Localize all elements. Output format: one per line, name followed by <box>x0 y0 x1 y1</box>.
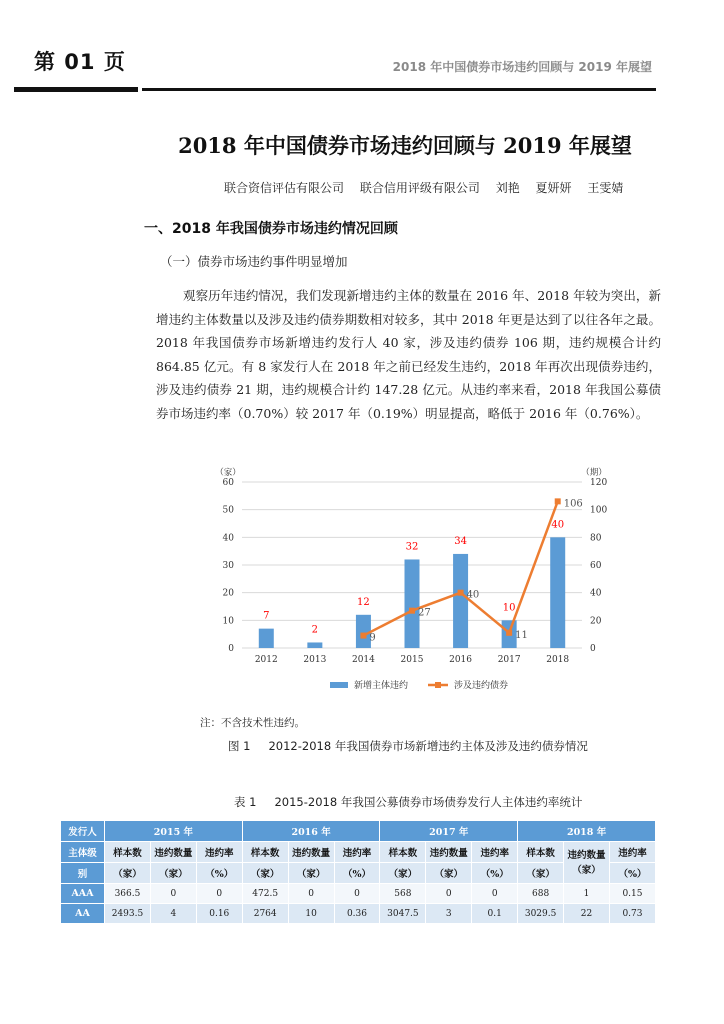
table-caption-text: 2015-2018 年我国公募债券市场债券发行人主体违约率统计 <box>274 795 583 809</box>
table-cell: 0 <box>472 884 518 904</box>
bar-new-default-issuers <box>307 642 322 648</box>
bar-data-label: 12 <box>357 596 370 608</box>
legend-bar-label: 新增主体违约 <box>354 681 409 691</box>
unit-default-rate-2018: （%） <box>609 863 655 884</box>
author-name-2: 夏妍妍 <box>535 181 572 195</box>
table-cell: 2764 <box>242 904 288 924</box>
bar-new-default-issuers <box>550 537 565 648</box>
unit-sample-2018: （家） <box>518 863 564 884</box>
table-cell: 3047.5 <box>380 904 426 924</box>
rating-aa: AA <box>61 904 105 924</box>
x-axis-tick-label: 2018 <box>546 655 570 665</box>
author-line <box>224 179 635 196</box>
line-marker <box>555 498 561 504</box>
section-heading: 一、2018 年我国债券市场违约情况回顾 <box>144 221 398 237</box>
x-axis-tick-label: 2014 <box>351 655 375 665</box>
table-cell: 22 <box>564 904 610 924</box>
table-cell: 0 <box>150 884 196 904</box>
table-cell: 688 <box>518 884 564 904</box>
col-default-count-2015: 违约数量 <box>150 842 196 863</box>
line-data-label: 9 <box>369 632 376 644</box>
legend-line-label: 涉及违约债券 <box>454 681 509 691</box>
left-axis-tick-label: 50 <box>222 505 234 516</box>
unit-sample-2016: （家） <box>242 863 288 884</box>
table-cell: 0 <box>334 884 380 904</box>
table-cell: 4 <box>150 904 196 924</box>
bar-new-default-issuers <box>259 629 274 648</box>
legend-line-marker <box>435 682 441 688</box>
x-axis-tick-label: 2017 <box>497 655 521 665</box>
col-sample-2017: 样本数 <box>380 842 426 863</box>
table-corner-mid: 主体级 <box>61 842 105 863</box>
x-axis-tick-label: 2015 <box>400 655 424 665</box>
unit-default-count-2016: （家） <box>288 863 334 884</box>
table-label: 表 1 <box>234 795 257 809</box>
unit-sample-2015: （家） <box>105 863 151 884</box>
table-corner-bot: 别 <box>61 863 105 884</box>
year-header-2016: 2016 年 <box>242 821 380 842</box>
line-data-label: 11 <box>515 629 528 641</box>
bar-data-label: 7 <box>263 610 270 622</box>
col-sample-2016: 样本数 <box>242 842 288 863</box>
line-marker <box>506 630 512 636</box>
body-paragraph: 观察历年违约情况，我们发现新增违约主体的数量在 2016 年、2018 年较为突出，新增违约主体数量以及涉及违约债券期数相对较多，其中 2018 年更是达到了以往各年之最。2018 年我国债券市场新增违约发行人 40 家，涉及违约债券 106 期，违约规模合计约 864.85 亿元。有 8 家发行人在 2018 年之前已经发生违约，2018 年再次出现债券违约，涉及违约债券 21 期，违约规模合计约 147.28 亿元。从违约率来看，2018 年我国公募债券市场违约率（0.70%）较 2017 年（0.19%）明显提高，略低于 2016 年（0.76%）。 <box>156 288 661 421</box>
right-axis-tick-label: 80 <box>590 533 602 544</box>
col-default-rate-2017: 违约率 <box>472 842 518 863</box>
unit-default-rate-2016: （%） <box>334 863 380 884</box>
col-default-rate-2015: 违约率 <box>196 842 242 863</box>
left-axis-tick-label: 30 <box>222 561 234 571</box>
table-caption <box>234 794 600 810</box>
running-title: 2018 年中国债券市场违约回顾与 2019 年展望 <box>392 60 652 74</box>
x-axis-tick-label: 2012 <box>254 655 278 665</box>
table-corner-top: 发行人 <box>61 821 105 842</box>
author-org-2: 联合信用评级有限公司 <box>359 181 480 195</box>
author-org-1: 联合资信评估有限公司 <box>224 181 345 195</box>
left-axis-tick-label: 0 <box>228 644 234 654</box>
rating-aaa: AAA <box>61 884 105 904</box>
left-axis-tick-label: 60 <box>222 478 234 488</box>
col-default-count-2017: 违约数量 <box>426 842 472 863</box>
table-cell: 0 <box>288 884 334 904</box>
author-name-3: 王雯婧 <box>587 181 624 195</box>
bar-new-default-issuers <box>453 554 468 648</box>
table-cell: 0.1 <box>472 904 518 924</box>
legend-bar-swatch <box>330 682 348 688</box>
table-cell: 0.73 <box>609 904 655 924</box>
left-axis-tick-label: 20 <box>222 588 234 599</box>
year-header-2015: 2015 年 <box>105 821 243 842</box>
x-axis-tick-label: 2013 <box>303 655 327 665</box>
line-data-label: 40 <box>466 589 480 601</box>
col-default-rate-2016: 违约率 <box>334 842 380 863</box>
x-axis-tick-label: 2016 <box>449 655 473 665</box>
default-chart <box>196 462 626 702</box>
chart-note: 注：不含技术性违约。 <box>200 717 305 729</box>
unit-sample-2017: （家） <box>380 863 426 884</box>
line-marker <box>360 633 366 639</box>
bar-data-label: 10 <box>502 602 516 614</box>
header-rule-thin <box>142 88 656 91</box>
right-axis-tick-label: 100 <box>590 505 608 516</box>
table-row <box>61 904 656 924</box>
left-axis-tick-label: 40 <box>222 533 234 544</box>
subsection-heading: （一）债券市场违约事件明显增加 <box>160 254 348 269</box>
document-title: 2018 年中国债券市场违约回顾与 2019 年展望 <box>178 133 632 158</box>
unit-default-rate-2015: （%） <box>196 863 242 884</box>
right-axis-tick-label: 40 <box>590 588 602 599</box>
right-axis-unit: （期） <box>581 468 607 478</box>
right-axis-tick-label: 120 <box>590 478 608 488</box>
bar-data-label: 34 <box>454 535 467 547</box>
table-cell: 568 <box>380 884 426 904</box>
page-number: 第 01 页 <box>34 50 126 74</box>
table-cell: 366.5 <box>105 884 151 904</box>
figure-label: 图 1 <box>228 739 251 753</box>
year-header-2017: 2017 年 <box>380 821 518 842</box>
figure-caption <box>228 738 606 754</box>
table-cell: 0 <box>196 884 242 904</box>
table-cell: 1 <box>564 884 610 904</box>
right-axis-tick-label: 20 <box>590 616 602 627</box>
table-cell: 0.15 <box>609 884 655 904</box>
col-default-count-2018-a: 违约数量 <box>567 849 606 861</box>
bar-new-default-issuers <box>405 559 420 648</box>
right-axis-tick-label: 0 <box>590 644 596 654</box>
right-axis-tick-label: 60 <box>590 561 602 571</box>
table-cell: 2493.5 <box>105 904 151 924</box>
figure-caption-text: 2012-2018 年我国债券市场新增违约主体及涉及违约债券情况 <box>268 739 588 753</box>
col-sample-2015: 样本数 <box>105 842 151 863</box>
table-cell: 472.5 <box>242 884 288 904</box>
table-cell: 0.16 <box>196 904 242 924</box>
table-row <box>61 884 656 904</box>
col-default-count-2018 <box>564 842 610 884</box>
line-marker <box>458 590 464 596</box>
table-cell: 3 <box>426 904 472 924</box>
line-data-label: 106 <box>563 498 583 510</box>
bar-data-label: 2 <box>311 624 319 636</box>
col-default-count-2018-b: （家） <box>572 864 601 876</box>
col-default-rate-2018: 违约率 <box>609 842 655 863</box>
author-name-1: 刘艳 <box>495 181 520 195</box>
bar-data-label: 40 <box>551 519 565 531</box>
table-cell: 0.36 <box>334 904 380 924</box>
col-default-count-2016: 违约数量 <box>288 842 334 863</box>
unit-default-rate-2017: （%） <box>472 863 518 884</box>
table-cell: 10 <box>288 904 334 924</box>
table-cell: 0 <box>426 884 472 904</box>
left-axis-unit: （家） <box>215 468 241 478</box>
line-data-label: 27 <box>418 607 431 619</box>
year-header-2018: 2018 年 <box>518 821 656 842</box>
unit-default-count-2015: （家） <box>150 863 196 884</box>
table-cell: 3029.5 <box>518 904 564 924</box>
unit-default-count-2017: （家） <box>426 863 472 884</box>
bar-data-label: 32 <box>405 541 419 553</box>
header-rule-thick <box>14 87 138 92</box>
default-rate-table <box>60 820 656 924</box>
col-sample-2018: 样本数 <box>518 842 564 863</box>
left-axis-tick-label: 10 <box>222 616 234 627</box>
line-marker <box>409 608 415 614</box>
